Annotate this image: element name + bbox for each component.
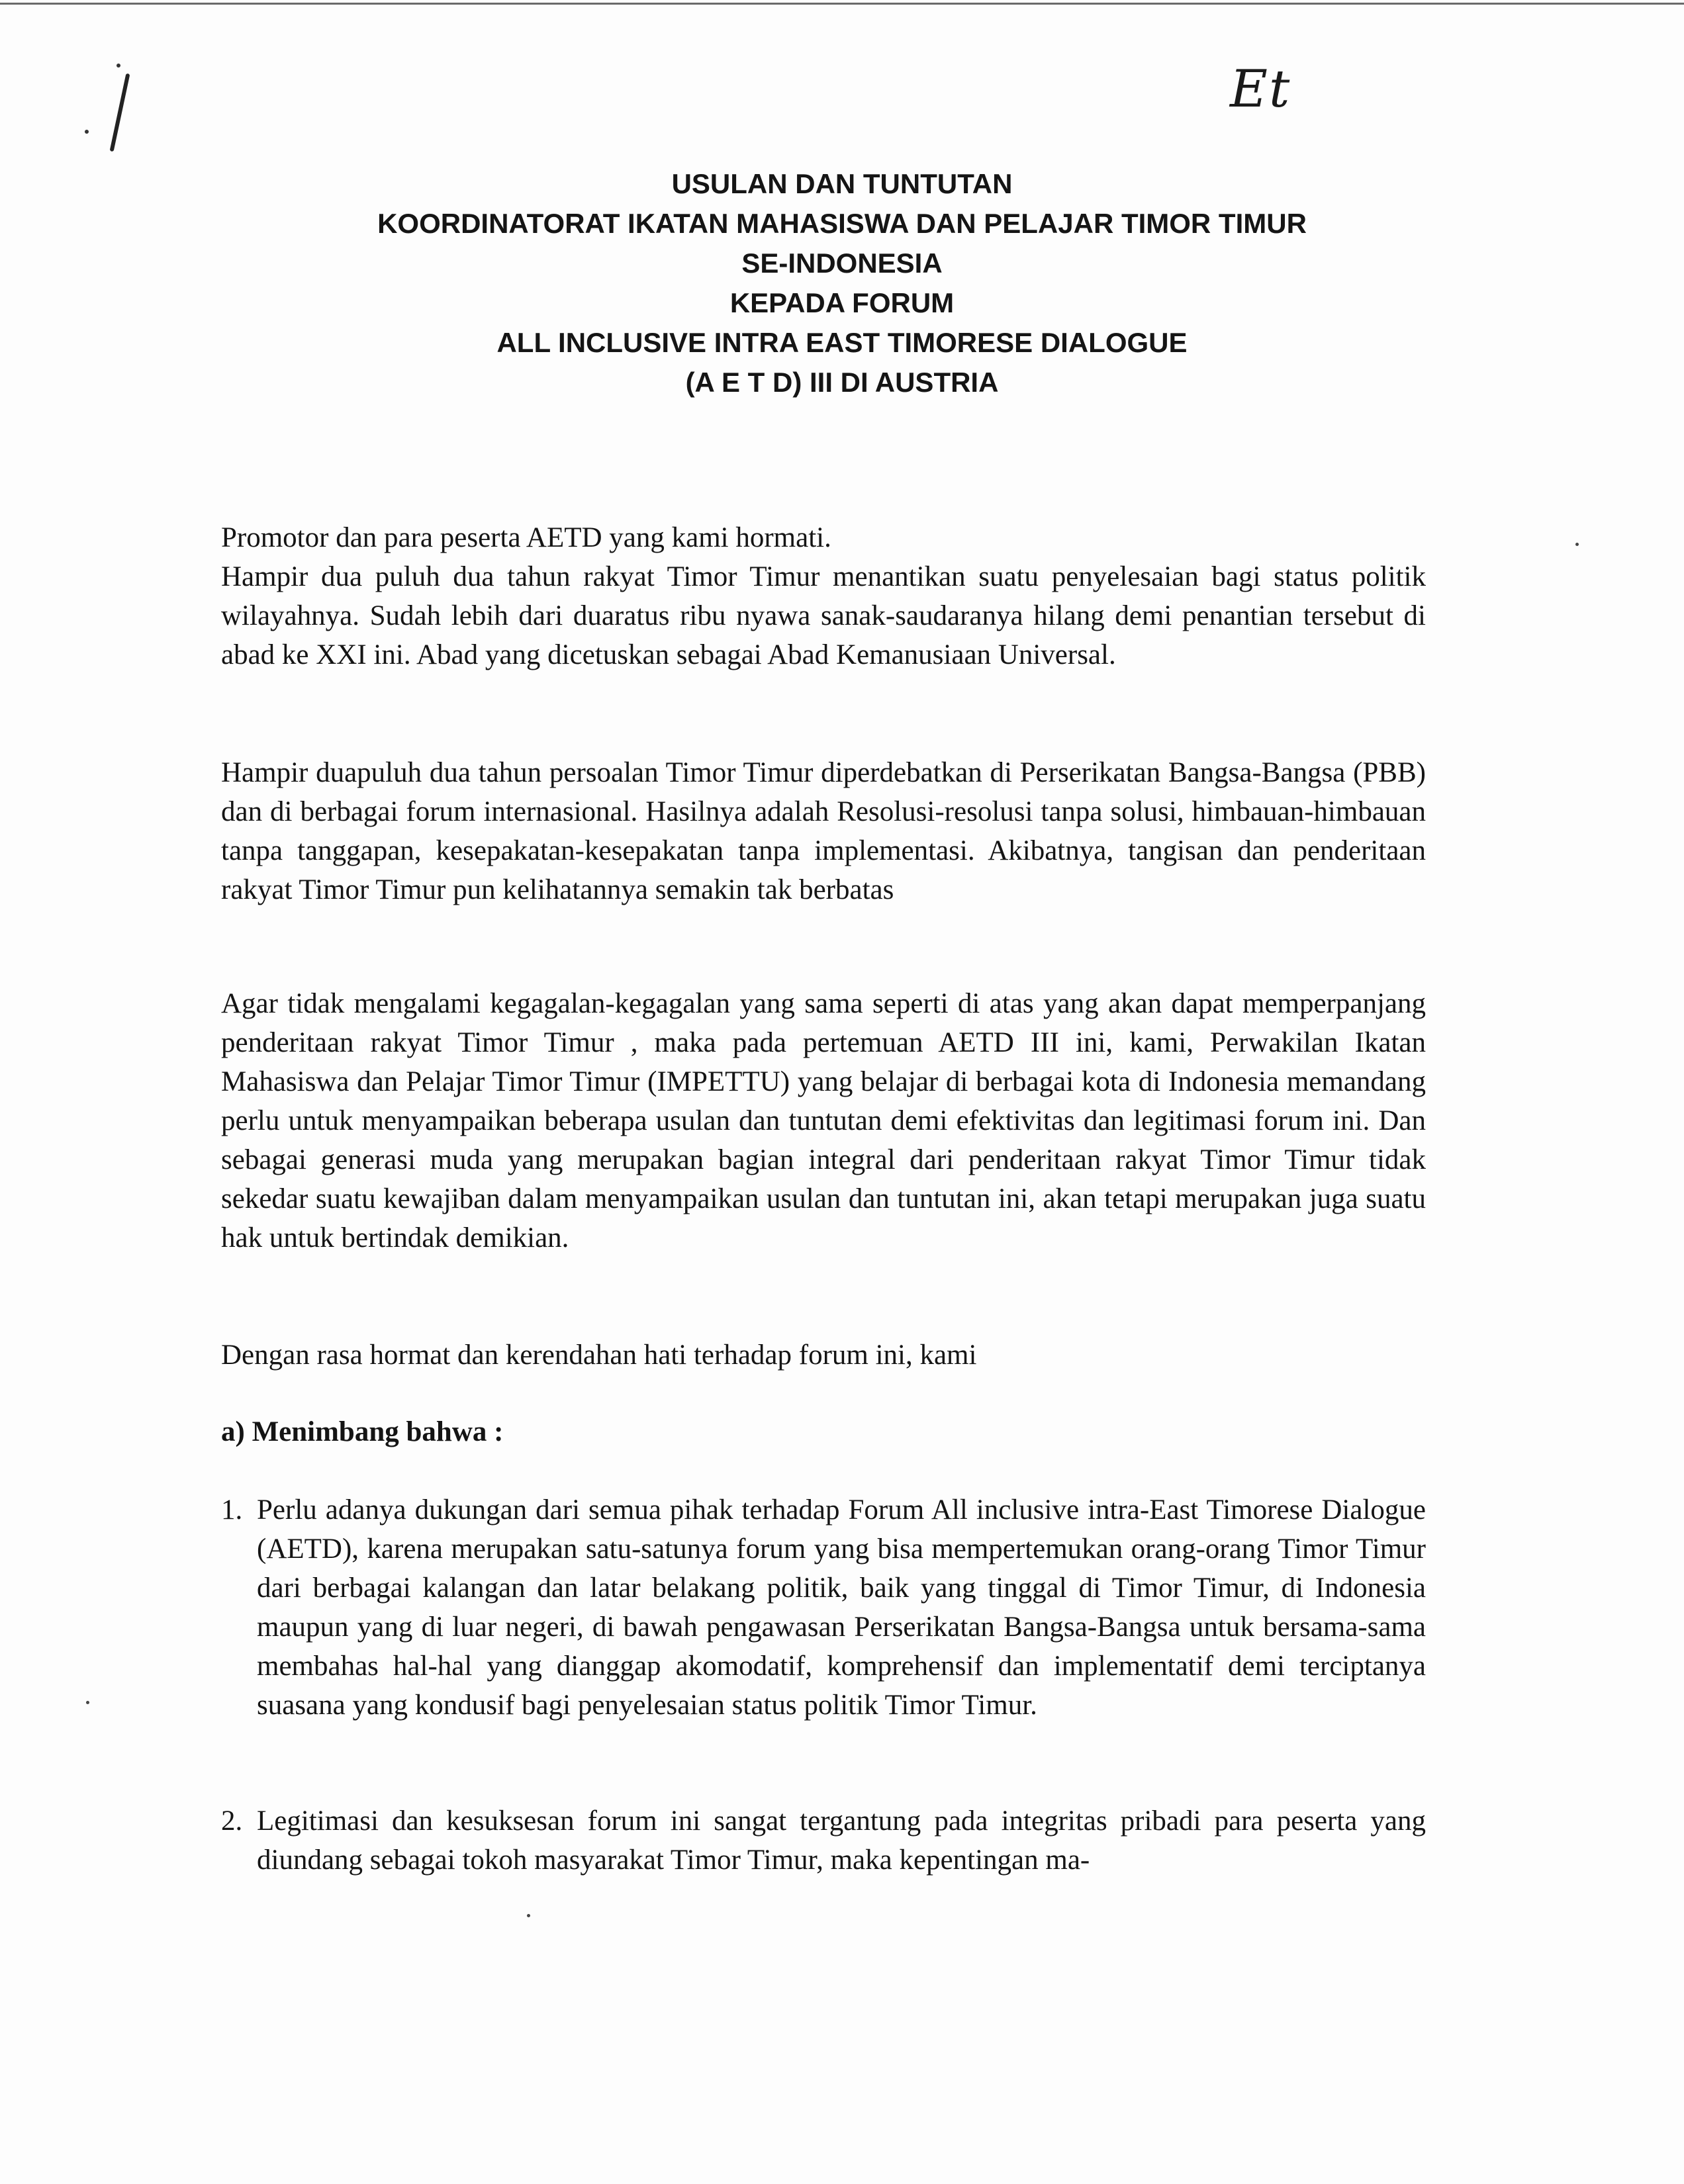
list-item-text: Legitimasi dan kesuksesan forum ini sangat tergantung pada integritas pribadi para peserta yang diundang sebagai tokoh masyarakat Timor Timur, maka kepentingan ma- [257,1805,1426,1876]
list-item-number: 2. [221,1805,243,1837]
paragraph-2: Hampir duapuluh dua tahun persoalan Timor Timur diperdebatkan di Perserikatan Bangsa-Bangsa (PBB) dan di berbagai forum internasional. Hasilnya adalah Resolusi-resolusi tanpa solusi, himbauan-himbauan tanpa tanggapan, kesepakatan-kesepakatan tanpa implementasi. Akibatnya, tangisan dan penderitaan rakyat Timor Timur pun kelihatannya semakin tak berbatas [221,757,1426,905]
heading-line: (A E T D) III DI AUSTRIA [685,367,999,398]
list-item [221,1490,1426,1725]
scan-speck [1575,543,1579,546]
paragraph-1: Hampir dua puluh dua tahun rakyat Timor Timur menantikan suatu penyelesaian bagi status politik wilayahnya. Sudah lebih dari duaratus ribu nyawa sanak-saudaranya hilang demi penantian tersebut di abad ke XXI ini. Abad yang dicetuskan sebagai Abad Kemanusiaan Universal. [221,561,1426,670]
list-item-text: Perlu adanya dukungan dari semua pihak terhadap Forum All inclusive intra-East Timorese Dialogue (AETD), karena merupakan satu-satunya forum yang bisa mempertemukan orang-orang Timor Timur dari berbagai kalangan dan latar belakang politik, baik yang tinggal di Timor Timur, di Indonesia maupun yang di luar negeri, di bawah pengawasan Perserikatan Bangsa-Bangsa untuk bersama-sama membahas hal-hal yang dianggap akomodatif, komprehensif dan implementatif demi terciptanya suasana yang kondusif bagi penyelesaian status politik Timor Timur. [257,1494,1426,1721]
list-item [221,1801,1426,1880]
heading-line: SE-INDONESIA [741,248,943,279]
handwritten-initials: Et [1230,60,1291,119]
heading-line: USULAN DAN TUNTUTAN [671,168,1013,199]
scan-top-edge [0,3,1684,5]
heading-line: KEPADA FORUM [729,287,955,318]
scan-speck [86,1701,89,1704]
heading-line: ALL INCLUSIVE INTRA EAST TIMORESE DIALOGUE [496,327,1188,358]
list-item-number: 1. [221,1494,243,1525]
salutation: Promotor dan para peserta AETD yang kami hormati. [221,522,831,553]
paragraph-3: Agar tidak mengalami kegagalan-kegagalan yang sama seperti di atas yang akan dapat memperpanjang penderitaan rakyat Timor Timur , maka pada pertemuan AETD III ini, kami, Perwakilan Ikatan Mahasiswa dan Pelajar Timor Timur (IMPETTU) yang belajar di berbagai kota di Indonesia memandang perlu untuk menyampaikan beberapa usulan dan tuntutan demi efektivitas dan legitimasi forum ini. Dan sebagai generasi muda yang merupakan bagian integral dari penderitaan rakyat Timor Timur tidak sekedar suatu kewajiban dalam menyampaikan usulan dan tuntutan ini, akan tetapi merupakan juga suatu hak untuk bertindak demikian. [221,988,1426,1253]
heading-line: KOORDINATORAT IKATAN MAHASISWA DAN PELAJAR TIMOR TIMUR [377,208,1307,239]
scan-speck [527,1914,530,1917]
scan-speck [117,64,120,68]
handwritten-slash-mark [110,73,130,152]
section-heading: a) Menimbang bahwa : [221,1416,504,1447]
document-heading [199,164,1485,402]
paragraph-4: Dengan rasa hormat dan kerendahan hati terhadap forum ini, kami [221,1340,977,1371]
scan-speck [85,130,89,134]
